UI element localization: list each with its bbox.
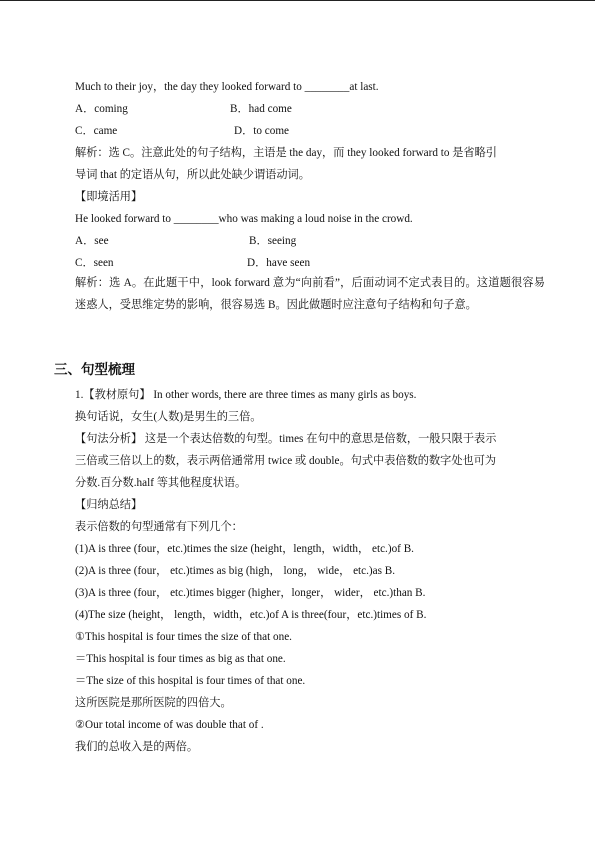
summary-intro: 表示倍数的句型通常有下列几个： xyxy=(75,521,243,533)
practice-stem: He looked forward to ________who was making a loud noise in the crowd. xyxy=(75,213,413,225)
practice-option-a: A．see xyxy=(75,235,109,247)
example-1-translation: 这所医院是那所医院的四倍大。 xyxy=(75,697,232,709)
q1-stem: Much to their joy，the day they looked forward to ________at last. xyxy=(75,81,379,93)
q1-analysis-line-1: 解析：选 C。注意此处的句子结构，主语是 the day，而 they looked forward to 是省略引 xyxy=(75,147,497,159)
example-1-line-2: ＝This hospital is four times as big as that one. xyxy=(75,653,286,665)
syntax-analysis-line-1: 【句法分析】 这是一个表达倍数的句型。times 在句中的意思是倍数，一般只限于表示 xyxy=(75,433,497,445)
q1-option-b: B．had come xyxy=(230,103,292,115)
section-heading: 三、句型梳理 xyxy=(54,362,135,378)
pattern-3: (3)A is three (four， etc.)times bigger (higher，longer， wider， etc.)than B. xyxy=(75,587,426,599)
example-2-translation: 我们的总收入是的两倍。 xyxy=(75,741,199,753)
example-1-line-3: ＝The size of this hospital is four times of that one. xyxy=(75,675,306,687)
item1-textbook-sentence: 1.【教材原句】 In other words, there are three times as many girls as boys. xyxy=(75,389,417,401)
practice-analysis: 解析：选 A。在此题干中，look forward 意为“向前看”，后面动词不定式表目的。这道题很容易迷惑人，受思维定势的影响，很容易选 B。因此做题时应注意句子结构和句子意。 xyxy=(75,277,545,311)
q1-option-d: D．to come xyxy=(234,125,289,137)
example-2-line-1: ②Our total income of was double that of . xyxy=(75,719,264,731)
q1-option-a: A．coming xyxy=(75,103,128,115)
q1-analysis-line-2: 导词 that 的定语从句，所以此处缺少谓语动词。 xyxy=(75,169,310,181)
practice-option-b: B．seeing xyxy=(249,235,297,247)
practice-option-d: D．have seen xyxy=(247,257,311,269)
practice-option-c: C．seen xyxy=(75,257,114,269)
example-1-line-1: ①This hospital is four times the size of that one. xyxy=(75,631,292,643)
page-top-rule xyxy=(0,0,595,1)
summary-label: 【归纳总结】 xyxy=(75,499,143,511)
pattern-2: (2)A is three (four， etc.)times as big (high， long， wide， etc.)as B. xyxy=(75,565,396,577)
practice-label: 【即境活用】 xyxy=(75,191,143,203)
pattern-1: (1)A is three (four，etc.)times the size (height，length，width， etc.)of B. xyxy=(75,543,414,555)
pattern-4: (4)The size (height， length，width，etc.)of A is three(four，etc.)times of B. xyxy=(75,609,427,621)
syntax-analysis-line-3: 分数.百分数.half 等其他程度状语。 xyxy=(75,477,247,489)
item1-translation: 换句话说，女生(人数)是男生的三倍。 xyxy=(75,411,262,423)
q1-option-c: C．came xyxy=(75,125,118,137)
syntax-analysis-line-2: 三倍或三倍以上的数，表示两倍通常用 twice 或 double。句式中表倍数的数字处也可为 xyxy=(75,455,497,467)
